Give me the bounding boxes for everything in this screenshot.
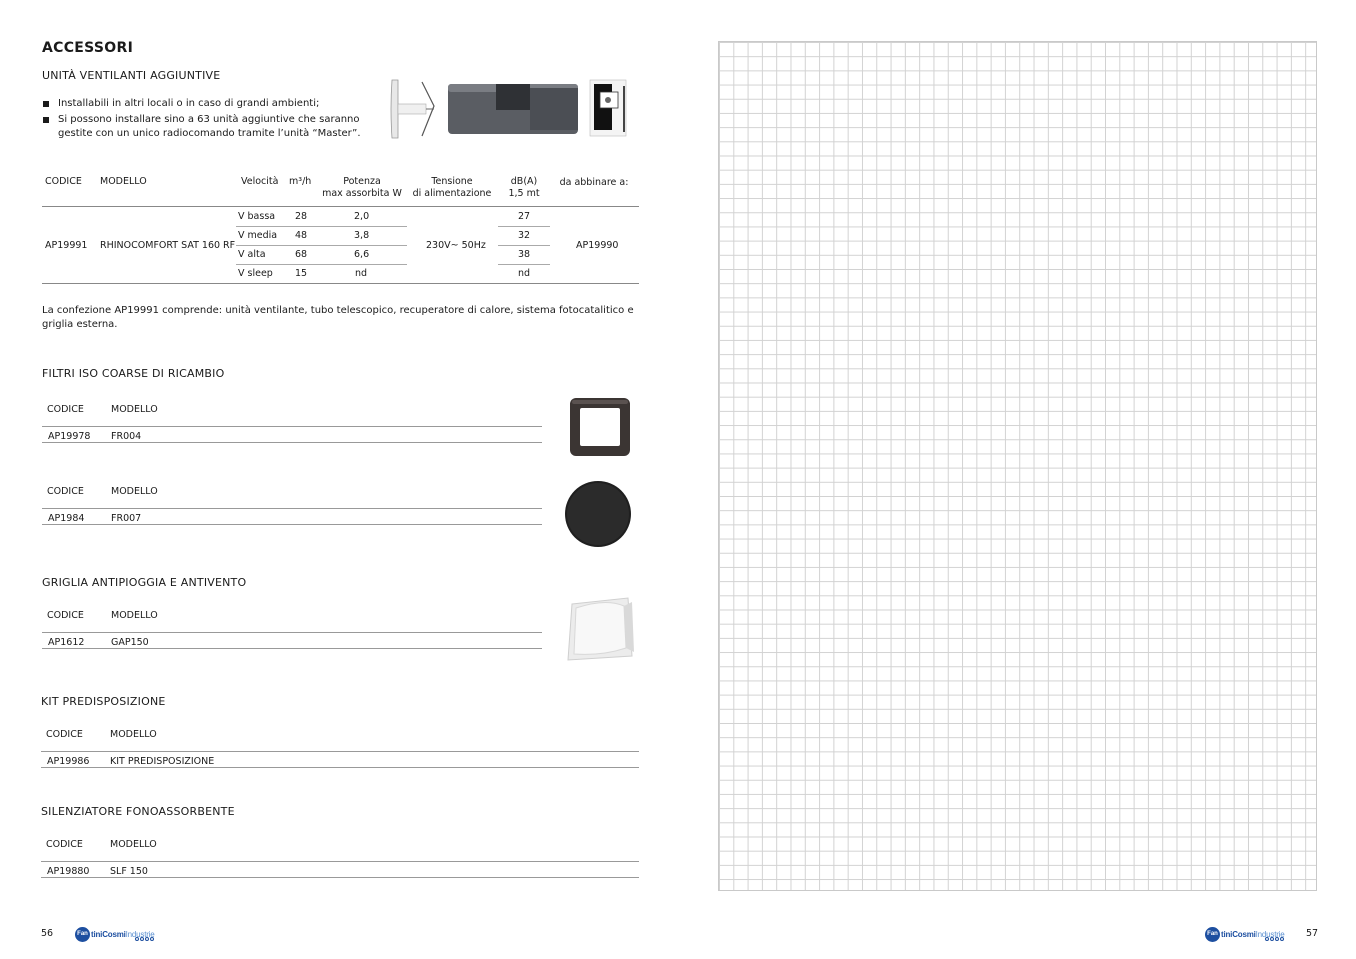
logo-dots — [1265, 937, 1284, 941]
notes-grid — [718, 41, 1317, 891]
cell-velocita: V media — [238, 230, 278, 241]
header-abbinare: da abbinare a: — [559, 177, 629, 188]
header-db-line1: dB(A) — [510, 176, 538, 187]
logo-brand-bold: tiniCosmi — [91, 929, 126, 939]
header-codice: CODICE — [46, 729, 83, 740]
cell-codice: AP19986 — [47, 756, 90, 767]
cell-modello: KIT PREDISPOSIZIONE — [110, 756, 215, 767]
header-potenza-line1: Potenza — [343, 176, 381, 187]
row-divider — [42, 524, 542, 525]
table-header — [41, 729, 639, 749]
ventilation-unit-image — [388, 78, 638, 140]
row-divider — [41, 877, 639, 878]
cell-codice: AP19978 — [48, 431, 91, 442]
cell-abbinare: AP19990 — [576, 240, 619, 251]
silenziatore-table — [41, 839, 639, 879]
filter-table-2 — [42, 486, 542, 526]
units-table — [42, 172, 639, 279]
filter-table-1 — [42, 404, 542, 444]
table-header — [42, 610, 542, 630]
table-row — [42, 431, 542, 451]
page-number-left: 56 — [41, 928, 54, 939]
cell-db: 38 — [518, 249, 531, 260]
kit-table — [41, 729, 639, 769]
header-codice: CODICE — [46, 839, 83, 850]
header-modello: MODELLO — [111, 610, 158, 621]
header-portata: m³/h — [289, 176, 312, 187]
table-header — [41, 839, 639, 859]
header-tensione — [412, 176, 492, 200]
package-description: La confezione AP19991 comprende: unità ventilante, tubo telescopico, recuperatore di calore, sistema fotocatalitico e griglia esterna. — [42, 305, 634, 330]
cell-modello: RHINOCOMFORT SAT 160 RF — [100, 240, 236, 251]
bullet-item: Si possono installare sino a 63 unità aggiuntive che saranno gestite con un unico radiocomando tramite l’unità “Master”. — [42, 113, 382, 141]
logo-brand-bold: tiniCosmi — [1221, 929, 1256, 939]
logo-brand-light: Industrie — [1255, 929, 1285, 939]
logo-brand-light: Industrie — [125, 929, 155, 939]
griglia-gap150-image — [562, 594, 636, 666]
header-modello: MODELLO — [100, 176, 147, 187]
header-divider — [41, 861, 639, 862]
header-modello: MODELLO — [110, 729, 157, 740]
header-potenza — [322, 176, 402, 200]
header-codice: CODICE — [47, 486, 84, 497]
cell-portata: 15 — [295, 268, 308, 279]
header-velocita: Velocità — [241, 176, 279, 187]
table-row — [42, 513, 542, 533]
cell-modello: SLF 150 — [110, 866, 148, 877]
table-bottom-divider — [42, 283, 639, 284]
header-divider — [42, 508, 542, 509]
page-number-right: 57 — [1306, 928, 1319, 939]
logo-mark: Fan — [75, 927, 90, 942]
section-heading-filtri: FILTRI ISO COARSE DI RICAMBIO — [42, 367, 225, 380]
header-codice: CODICE — [47, 404, 84, 415]
header-divider — [42, 426, 542, 427]
filter-fr004-image — [566, 394, 634, 460]
griglia-table — [42, 610, 542, 650]
table-header — [42, 404, 542, 424]
cell-db: nd — [518, 268, 531, 279]
cell-db: 32 — [518, 230, 531, 241]
cell-codice: AP19991 — [45, 240, 88, 251]
row-divider — [42, 648, 542, 649]
brand-logo — [75, 925, 155, 943]
bullet-item: Installabili in altri locali o in caso di grandi ambienti; — [42, 97, 382, 111]
cell-db: 27 — [518, 211, 531, 222]
header-divider — [42, 206, 639, 207]
cell-modello: GAP150 — [111, 637, 149, 648]
row-divider — [41, 767, 639, 768]
cell-codice: AP1612 — [48, 637, 85, 648]
table-row — [41, 866, 639, 886]
section-heading-griglia: GRIGLIA ANTIPIOGGIA E ANTIVENTO — [42, 576, 247, 589]
logo-dots — [135, 937, 154, 941]
filter-fr007-image — [562, 478, 634, 550]
row-divider — [42, 442, 542, 443]
cell-potenza: 3,8 — [354, 230, 370, 241]
cell-modello: FR004 — [111, 431, 142, 442]
brand-logo — [1205, 925, 1285, 943]
section-heading-unita: UNITÀ VENTILANTI AGGIUNTIVE — [42, 69, 221, 82]
bullet-list — [42, 97, 382, 143]
header-divider — [41, 751, 639, 752]
cell-modello: FR007 — [111, 513, 142, 524]
cell-codice: AP1984 — [48, 513, 85, 524]
header-db — [502, 176, 546, 200]
cell-portata: 28 — [295, 211, 308, 222]
table-row — [42, 637, 542, 657]
header-modello: MODELLO — [111, 486, 158, 497]
section-heading-kit: KIT PREDISPOSIZIONE — [41, 695, 166, 708]
cell-portata: 68 — [295, 249, 308, 260]
table-body — [42, 208, 639, 284]
table-header — [42, 486, 542, 506]
header-modello: MODELLO — [110, 839, 157, 850]
header-codice: CODICE — [45, 176, 82, 187]
logo-mark: Fan — [1205, 927, 1220, 942]
page-title: ACCESSORI — [42, 40, 134, 56]
header-divider — [42, 632, 542, 633]
table-header — [42, 172, 639, 208]
cell-potenza: 6,6 — [354, 249, 370, 260]
header-db-line2: 1,5 mt — [508, 188, 540, 199]
cell-portata: 48 — [295, 230, 308, 241]
table-row — [41, 756, 639, 776]
cell-velocita: V sleep — [238, 268, 273, 279]
cell-potenza: nd — [355, 268, 368, 279]
cell-velocita: V bassa — [238, 211, 276, 222]
cell-potenza: 2,0 — [354, 211, 370, 222]
header-tensione-line2: di alimentazione — [412, 188, 492, 199]
cell-codice: AP19880 — [47, 866, 90, 877]
cell-tensione: 230V~ 50Hz — [426, 240, 486, 251]
header-potenza-line2: max assorbita W — [322, 188, 402, 199]
cell-velocita: V alta — [238, 249, 266, 260]
header-tensione-line1: Tensione — [431, 176, 473, 187]
header-codice: CODICE — [47, 610, 84, 621]
header-modello: MODELLO — [111, 404, 158, 415]
section-heading-silenziatore: SILENZIATORE FONOASSORBENTE — [41, 805, 235, 818]
